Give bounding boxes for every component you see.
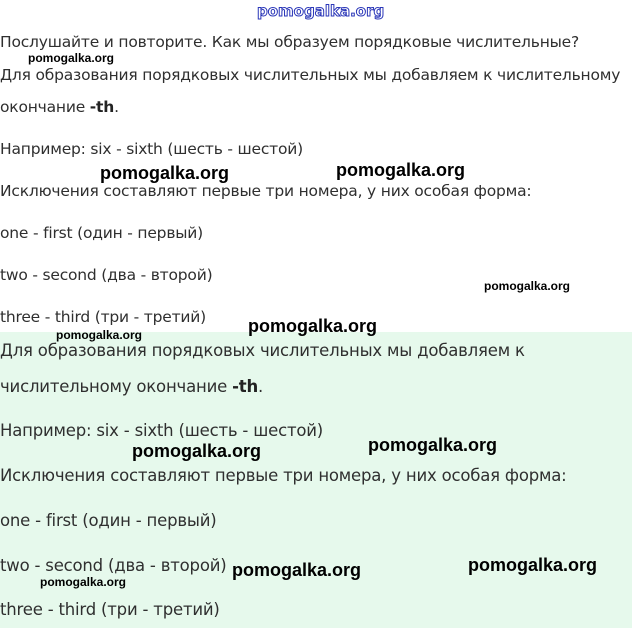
watermark-3: pomogalka.org bbox=[336, 160, 466, 180]
answer-example-text: Например: six - sixth (шесть - шестой) bbox=[0, 421, 324, 440]
watermark-2: pomogalka.org bbox=[100, 163, 230, 183]
rule-line-1: Для образования порядковых числительных мы добавляем к числительному bbox=[0, 66, 621, 84]
answer-rule-line-2-prefix: числительному окончание bbox=[0, 377, 233, 396]
rule-line-2-prefix: окончание bbox=[0, 98, 90, 116]
watermark-7: pomogalka.org bbox=[132, 441, 262, 461]
answer-rule-line-2-end: . bbox=[258, 377, 264, 396]
watermark-1: pomogalka.org bbox=[28, 51, 115, 65]
answer-item-two: two - second (два - второй) bbox=[0, 556, 227, 575]
answer-item-three: three - third (три - третий) bbox=[0, 600, 220, 619]
question-text: Послушайте и повторите. Как мы образуем порядковые числительные? bbox=[0, 33, 580, 51]
exceptions-text: Исключения составляют первые три номера, у них особая форма: bbox=[0, 182, 532, 200]
watermark-6: pomogalka.org bbox=[56, 328, 143, 342]
watermark-4: pomogalka.org bbox=[484, 279, 571, 293]
watermark-8: pomogalka.org bbox=[368, 435, 498, 455]
rule-line-2 bbox=[0, 98, 119, 116]
answer-rule-line-1: Для образования порядковых числительных мы добавляем к bbox=[0, 341, 525, 360]
watermark-10: pomogalka.org bbox=[468, 555, 598, 575]
example-text: Например: six - sixth (шесть - шестой) bbox=[0, 140, 303, 158]
watermark-5: pomogalka.org bbox=[248, 316, 378, 336]
watermark-top: pomogalka.org bbox=[257, 2, 385, 20]
exception-item-two: two - second (два - второй) bbox=[0, 266, 213, 284]
answer-item-one: one - first (один - первый) bbox=[0, 511, 217, 530]
answer-exceptions-text: Исключения составляют первые три номера, у них особая форма: bbox=[0, 466, 567, 485]
exception-item-one: one - first (один - первый) bbox=[0, 224, 204, 242]
answer-rule-suffix: -th bbox=[232, 377, 258, 396]
watermark-11: pomogalka.org bbox=[40, 575, 127, 589]
exception-item-three: three - third (три - третий) bbox=[0, 308, 206, 326]
rule-line-2-end: . bbox=[114, 98, 119, 116]
rule-suffix: -th bbox=[89, 98, 115, 116]
watermark-9: pomogalka.org bbox=[232, 560, 362, 580]
answer-rule-line-2 bbox=[0, 377, 263, 396]
